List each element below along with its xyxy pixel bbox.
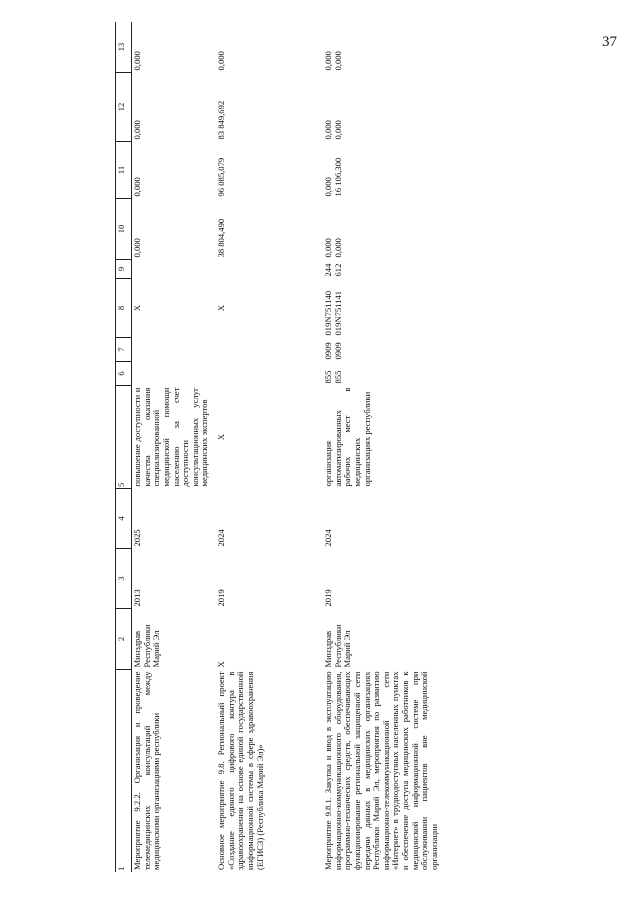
activity-name: Основное мероприятие 9.8. Региональный проект «Создание единого цифрового контура в здравоохранении на основе единой государственной информационной системы в сфере здравоохранения (ЕГИСЗ) (Республика Марий Эл)» [216,671,265,870]
start-year: 2019 [323,589,333,607]
code-csr-line: 019N751141 [332,290,343,336]
value-line: 0,000 [323,177,333,197]
table-row [132,22,217,872]
code-grbs [132,362,217,386]
code-grbs-line: 855 [323,370,333,384]
value-col-12 [323,73,625,142]
value-col-13: 0,000 [132,51,142,71]
code-rzpr [132,338,217,362]
value-col-11: 0,000 [132,177,142,197]
value-col-10: 0,000 [132,238,142,258]
value-line: 0,000 [323,238,333,258]
value-col-13 [323,22,625,73]
code-vr-line: 612 [332,263,343,277]
value-col-10: 38 804,490 [216,218,226,258]
code-csr [323,279,625,338]
value-col-10 [323,199,625,260]
col-header-3: 3 [116,549,132,609]
executor: Минздрав Республики Марий Эл [323,624,353,668]
code-csr-line: 019N751140 [323,290,333,336]
col-header-10: 10 [116,199,132,260]
code-csr: Х [132,304,142,312]
code-rzpr [323,338,625,362]
start-year: 2013 [132,589,142,607]
code-vr [323,260,625,279]
col-header-2: 2 [116,609,132,670]
col-header-6: 6 [116,362,132,386]
budget-table [115,22,625,872]
col-header-8: 8 [116,279,132,338]
col-header-7: 7 [116,338,132,362]
col-header-4: 4 [116,489,132,549]
end-year: 2024 [216,529,226,547]
expected-result: повышение доступности и качества оказания специализированной медицинской помощи населению за счет доступности консультационных услуг медицинских экспертов [132,387,210,487]
column-number-row [116,22,132,872]
expected-result: Х [216,433,226,441]
col-header-13: 13 [116,22,132,73]
code-grbs [216,362,323,386]
value-col-12: 0,000 [132,120,142,140]
value-line: 0,000 [323,51,333,71]
end-year: 2024 [323,529,333,547]
executor: Минздрав Республики Марий Эл [132,624,162,668]
col-header-5: 5 [116,386,132,489]
code-vr-line: 244 [323,263,333,277]
code-grbs-line: 855 [332,370,343,384]
executor: Х [216,661,226,668]
col-header-11: 11 [116,142,132,199]
code-rzpr-line: 0909 [323,342,333,360]
code-grbs [323,362,625,386]
col-header-1: 1 [116,670,132,873]
col-header-9: 9 [116,260,132,279]
code-csr: Х [216,304,226,312]
code-rzpr-line: 0909 [332,342,343,360]
value-line: 0,000 [332,238,343,258]
expected-result: организация автоматизированных рабочих мест в медицинских организациях республики [323,387,372,487]
start-year: 2019 [216,589,226,607]
col-header-12: 12 [116,73,132,142]
code-vr [216,260,323,279]
value-col-13: 0,000 [216,51,226,71]
rotated-table-container [115,42,612,872]
value-line: 0,000 [332,51,343,71]
value-col-12: 83 849,692 [216,100,226,140]
code-rzpr [216,338,323,362]
value-col-11 [323,142,625,199]
value-line: 0,000 [323,120,333,140]
activity-name: Мероприятие 9.8.1. Закупка и ввод в эксплуатацию информационно-коммуникационного оборудования, программно-технических средств, обеспечивающих функционирование региональной защищенной сети передачи данных в медицинских организациях Республики Марий Эл, мероприятия по развитию информационно-телекоммуникационной сети «Интернет» в труднодоступных населенных пунктах и обеспечение доступа медицинских работников к медицинской информационной системе при обслуживании пациентов вне медицинской организации [323,671,439,870]
table-row [323,22,625,872]
end-year: 2025 [132,529,142,547]
code-vr [132,260,217,279]
table-row [216,22,323,872]
activity-name: Мероприятие 9.2.2. Организация и проведение телемедицинских консультаций между медицинскими организациями республики [132,671,162,870]
value-line: 0,000 [332,120,343,140]
page-number: 37 [602,34,617,50]
value-line: 16 106,300 [332,157,343,197]
value-col-11: 96 085,079 [216,157,226,197]
